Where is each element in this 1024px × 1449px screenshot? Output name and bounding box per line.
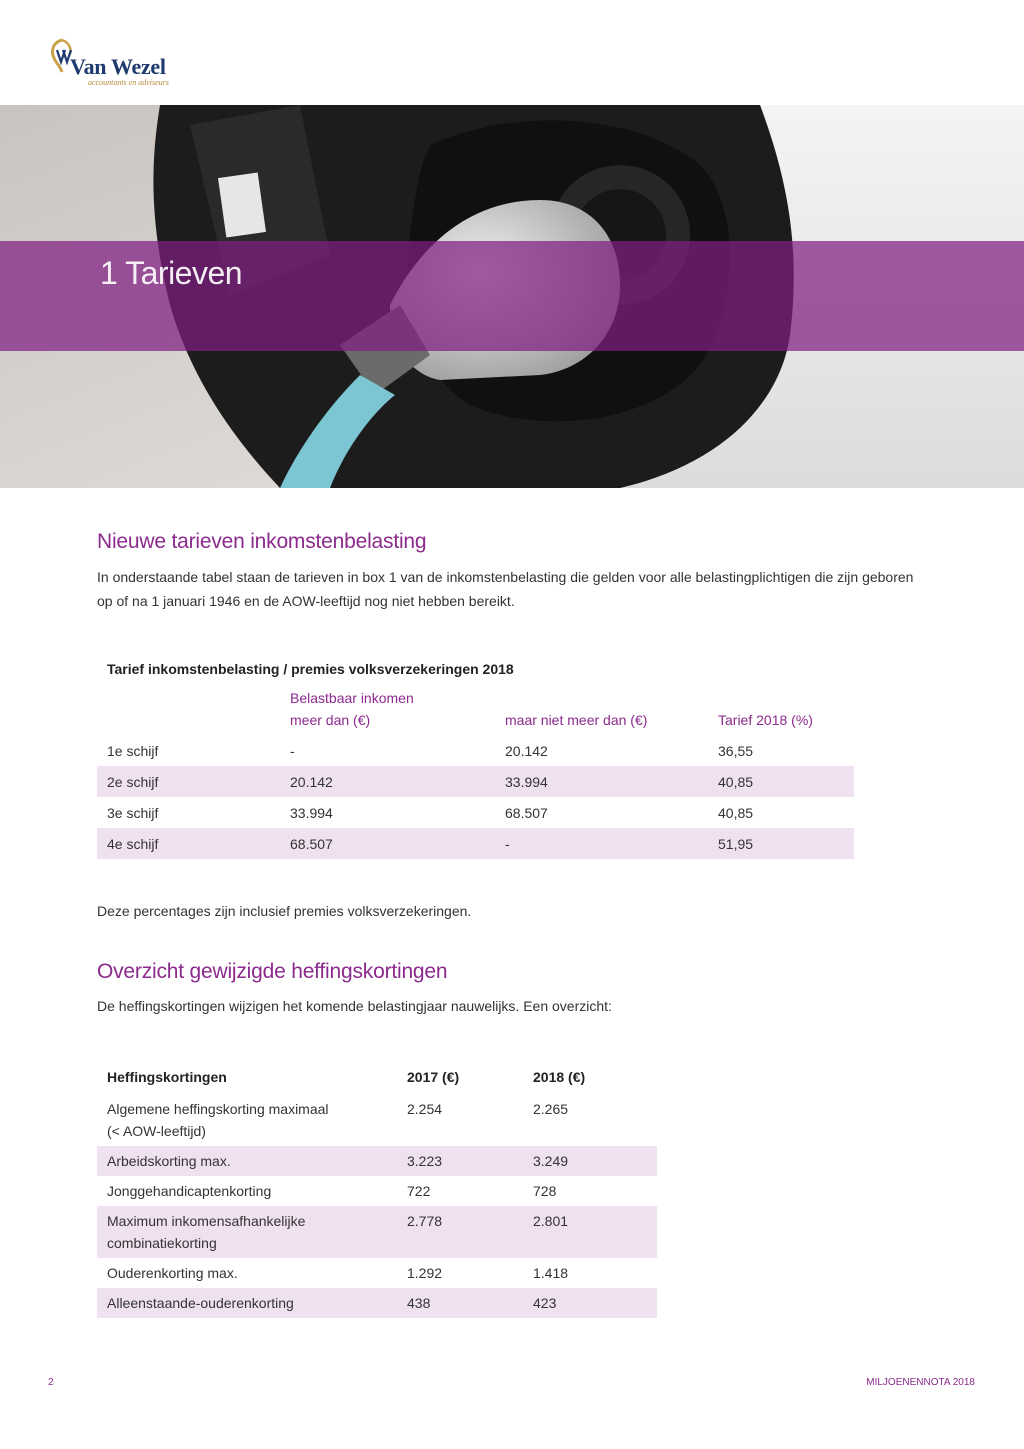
korting-label-cell xyxy=(97,1146,397,1176)
value-2017-cell: 2.778 xyxy=(397,1206,523,1258)
value-2018-cell: 2.801 xyxy=(523,1206,657,1258)
header-maar-niet-meer-dan: maar niet meer dan (€) xyxy=(505,712,648,728)
table-row xyxy=(97,1206,657,1258)
logo-subtitle: accountants en adviseurs xyxy=(88,78,169,87)
value-2018-cell: 2.265 xyxy=(533,1101,569,1117)
korting-label-line2: (< AOW-leeftijd) xyxy=(107,1123,206,1139)
table-note: Deze percentages zijn inclusief premies volksverzekeringen. xyxy=(97,903,472,919)
value-2018-cell: 423 xyxy=(523,1288,657,1318)
table-row xyxy=(97,766,854,797)
table-row xyxy=(97,1176,657,1206)
header-meer-dan-label: meer dan (€) xyxy=(290,712,371,728)
tarief-cell: 40,85 xyxy=(718,804,754,821)
meer-dan-cell: 33.994 xyxy=(290,804,333,821)
korting-label-cell xyxy=(97,1206,397,1258)
table-row xyxy=(97,1146,657,1176)
value-2018-cell: 3.249 xyxy=(523,1146,657,1176)
header-empty xyxy=(97,683,280,735)
meer-dan-cell: 20.142 xyxy=(280,766,495,797)
korting-label-line1: Algemene heffingskorting maximaal xyxy=(107,1101,329,1117)
tarief-cell: 51,95 xyxy=(708,828,854,859)
header-tarief: Tarief 2018 (%) xyxy=(718,712,813,728)
table-row xyxy=(97,1094,657,1146)
section-intro-tarieven: In onderstaande tabel staan de tarieven in box 1 van de inkomstenbelasting die gelden voor alle belastingplichtigen die zijn geboren op of na 1 januari 1946 en de AOW-leeftijd nog niet hebben bereikt. xyxy=(97,569,914,609)
value-2017-cell: 2.254 xyxy=(407,1101,443,1117)
section-heading-heffingskortingen: Overzicht gewijzigde heffingskortingen xyxy=(97,960,448,983)
korting-label-line1: Maximum inkomensafhankelijke xyxy=(107,1213,306,1229)
max-cell: 33.994 xyxy=(495,766,708,797)
header-heffingskortingen: Heffingskortingen xyxy=(107,1069,227,1085)
korting-label-line1: Arbeidskorting max. xyxy=(107,1153,231,1169)
tarief-cell: 36,55 xyxy=(718,742,754,759)
header-2018: 2018 (€) xyxy=(533,1069,586,1085)
korting-label-line1: Alleenstaande-ouderenkorting xyxy=(107,1295,294,1311)
page-number: 2 xyxy=(48,1377,54,1388)
korting-label-cell xyxy=(97,1258,397,1288)
tax-credits-table xyxy=(97,1064,657,1318)
table-caption: Tarief inkomstenbelasting / premies volksverzekeringen 2018 xyxy=(107,661,514,677)
table-row xyxy=(97,828,854,859)
tarief-cell: 40,85 xyxy=(708,766,854,797)
value-2017-cell: 1.292 xyxy=(407,1265,443,1281)
korting-label-line2: combinatiekorting xyxy=(107,1235,217,1251)
meer-dan-cell: - xyxy=(290,742,295,759)
korting-label-cell xyxy=(97,1288,397,1318)
value-2017-cell: 438 xyxy=(397,1288,523,1318)
table-row xyxy=(97,1288,657,1318)
table-caption-row xyxy=(97,655,854,683)
korting-label-line1: Ouderenkorting max. xyxy=(107,1265,238,1281)
table-row xyxy=(97,735,854,766)
schijf-cell: 3e schijf xyxy=(107,804,159,821)
chapter-title: 1 Tarieven xyxy=(100,255,243,291)
van-wezel-logo xyxy=(48,38,208,94)
max-cell: 20.142 xyxy=(505,742,548,759)
table-header-row xyxy=(97,1064,657,1094)
schijf-cell: 2e schijf xyxy=(97,766,280,797)
header-meer-dan xyxy=(280,683,495,735)
section-heading-tarieven: Nieuwe tarieven inkomstenbelasting xyxy=(97,530,427,553)
max-cell: - xyxy=(495,828,708,859)
schijf-cell: 4e schijf xyxy=(97,828,280,859)
logo-name: Van Wezel xyxy=(70,54,166,79)
max-cell: 68.507 xyxy=(505,804,548,821)
table-row xyxy=(97,1258,657,1288)
value-2017-cell: 3.223 xyxy=(397,1146,523,1176)
publication-title: MILJOENENNOTA 2018 xyxy=(866,1377,975,1388)
value-2018-cell: 728 xyxy=(533,1183,557,1199)
schijf-cell: 1e schijf xyxy=(107,742,159,759)
income-tax-table xyxy=(97,655,854,859)
value-2018-cell: 1.418 xyxy=(533,1265,569,1281)
korting-label-cell xyxy=(97,1094,397,1146)
section-intro-heffingskortingen: De heffingskortingen wijzigen het komende belastingjaar nauwelijks. Een overzicht: xyxy=(97,998,612,1014)
korting-label-cell xyxy=(97,1176,397,1206)
hero-image xyxy=(0,105,1024,488)
value-2017-cell: 722 xyxy=(407,1183,431,1199)
header-belastbaar-inkomen: Belastbaar inkomen xyxy=(290,690,414,706)
meer-dan-cell: 68.507 xyxy=(280,828,495,859)
korting-label-line1: Jonggehandicaptenkorting xyxy=(107,1183,272,1199)
table-header-row xyxy=(97,683,854,735)
header-2017: 2017 (€) xyxy=(407,1069,460,1085)
table-row xyxy=(97,797,854,828)
